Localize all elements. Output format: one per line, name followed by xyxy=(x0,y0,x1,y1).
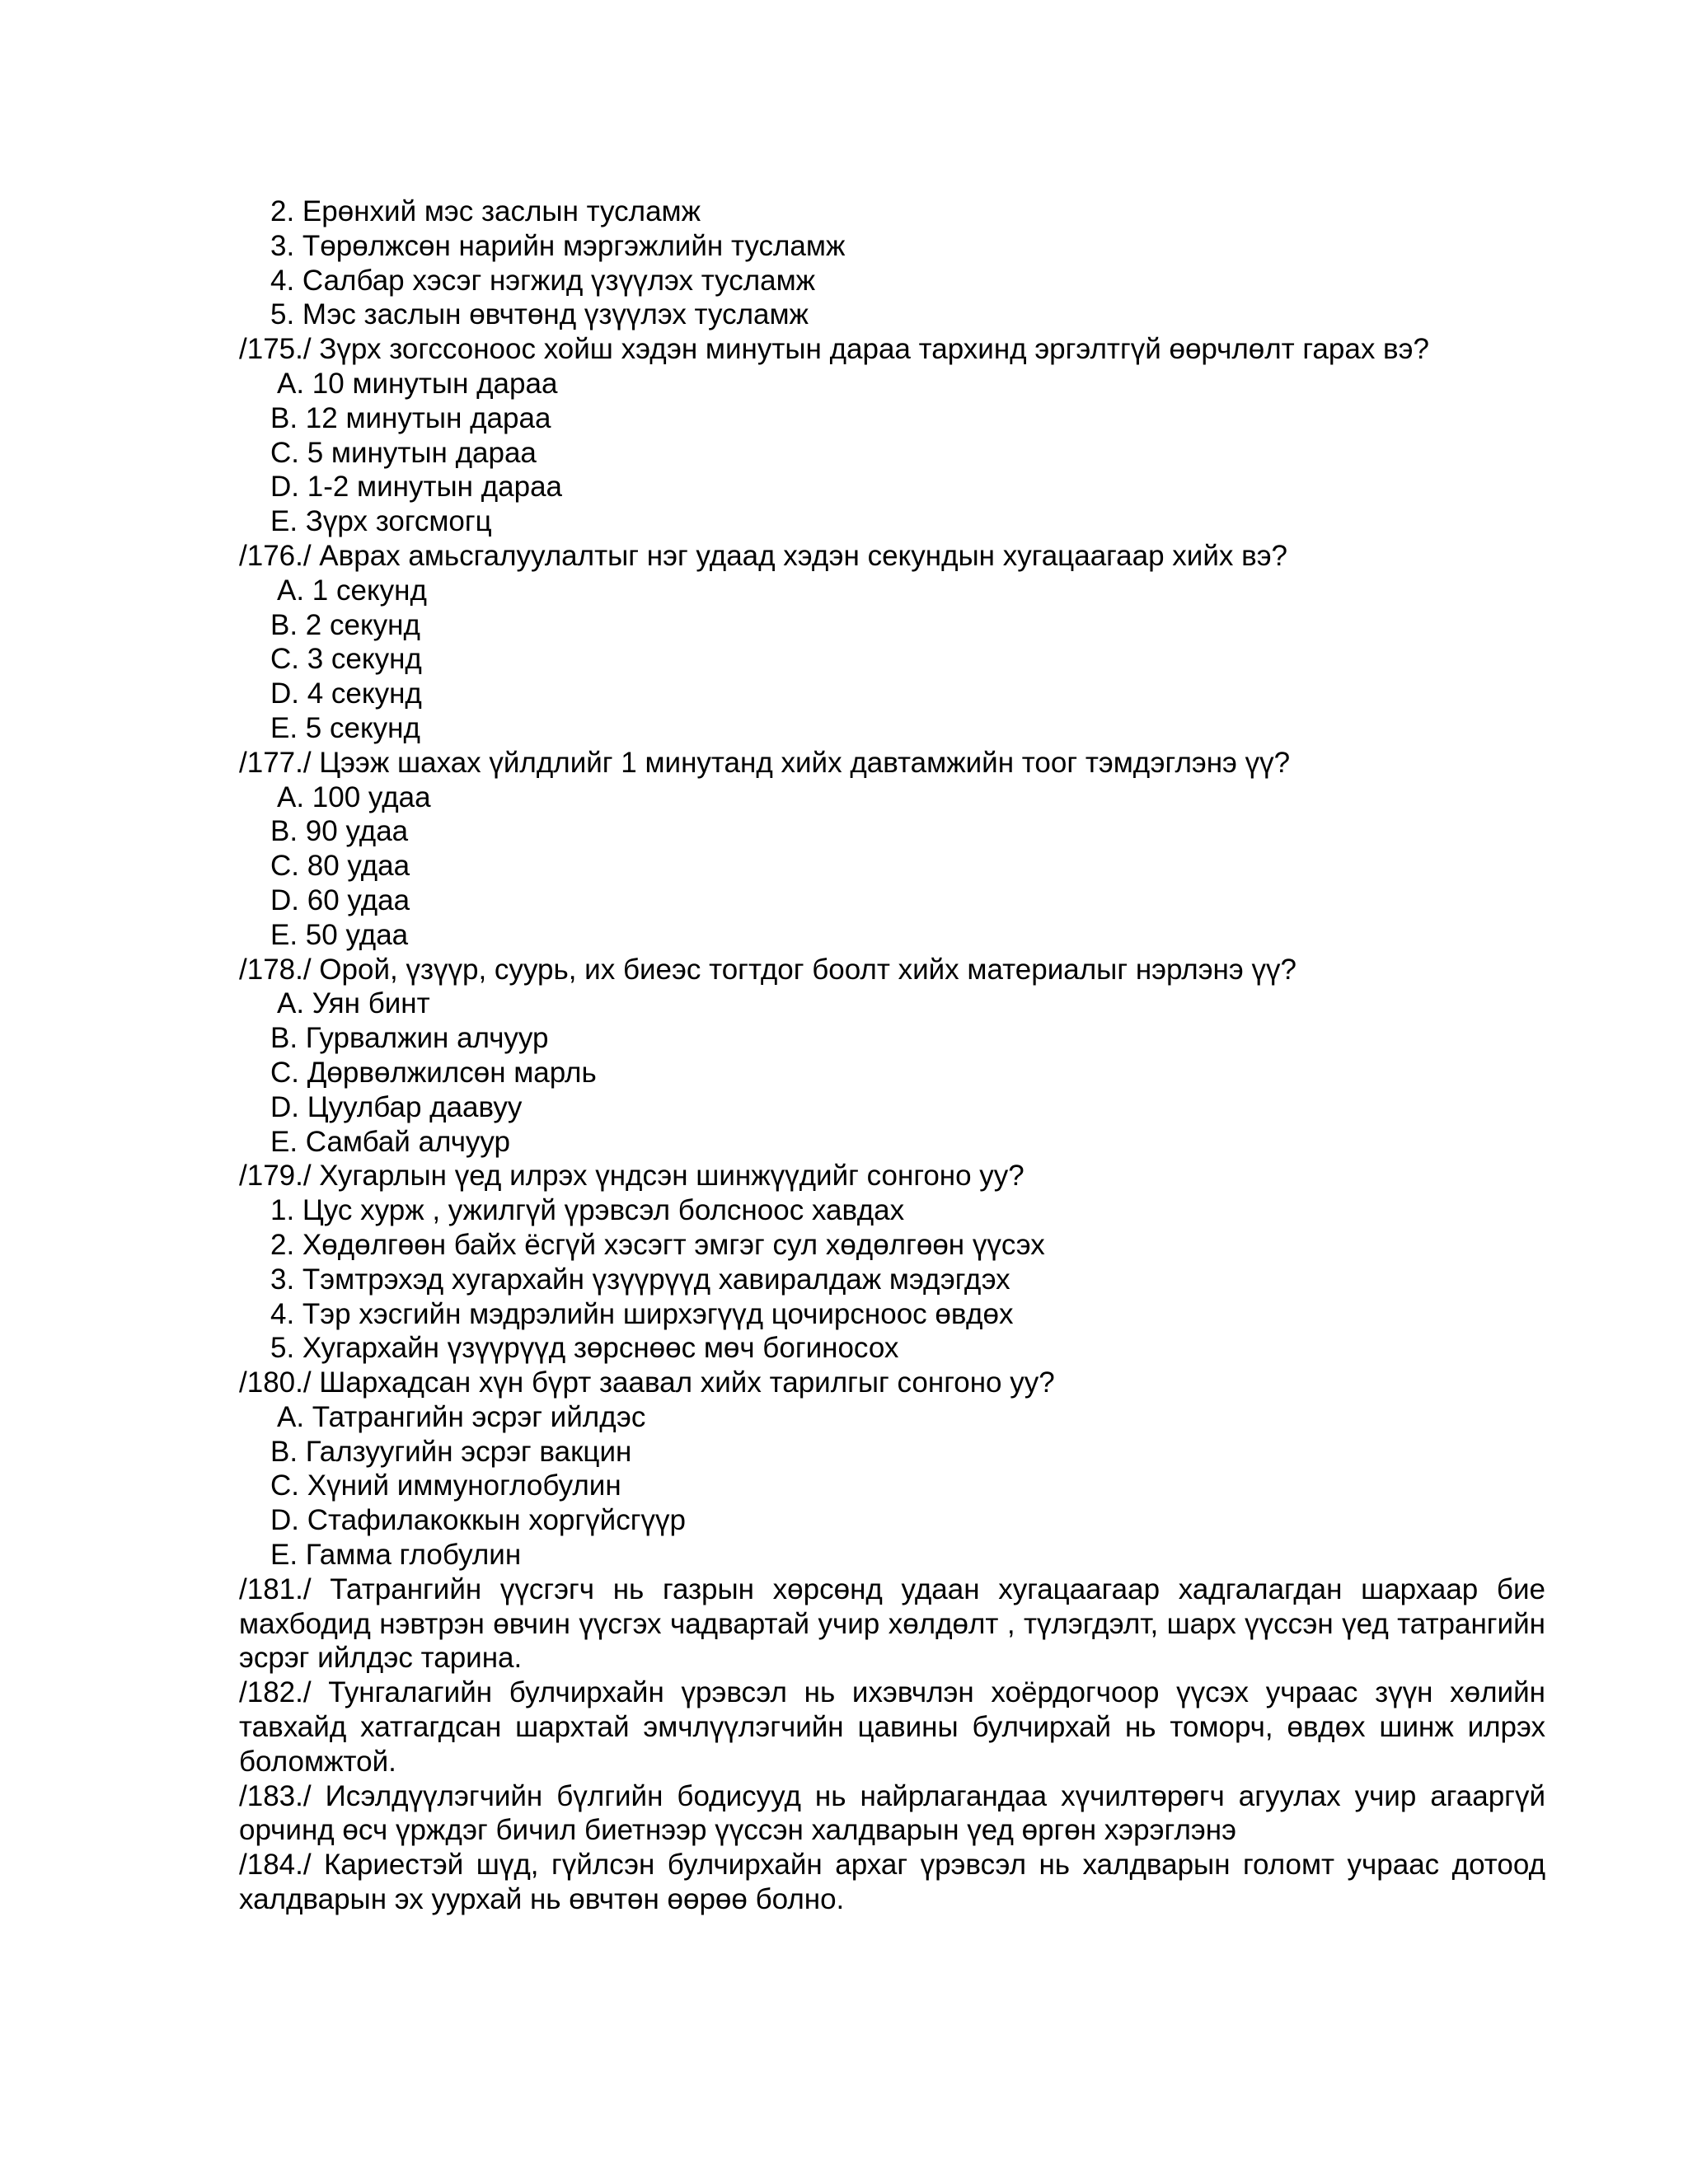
answer-option: E. Зүрх зогсмогц xyxy=(270,505,492,538)
answer-option: 5. Хугархайн үзүүрүүд зөрснөөс мөч богиносох xyxy=(270,1332,899,1365)
answer-option: C. Хүний иммуноглобулин xyxy=(270,1469,621,1502)
answer-option: A. 100 удаа xyxy=(277,780,431,813)
answer-option: C. 80 удаа xyxy=(270,850,410,883)
question-179: /179./ Хугарлын үед илрэх үндсэн шинжүүдийг сонгоно уу? xyxy=(239,1160,1025,1193)
question-177: /177./ Цээж шахах үйлдлийг 1 минутанд хийх давтамжийн тоог тэмдэглэнэ үү? xyxy=(239,746,1291,779)
answer-option: 3. Төрөлжсөн нарийн мэргэжлийн тусламж xyxy=(270,229,846,262)
answer-option: 3. Тэмтрэхэд хугархайн үзүүрүүд хавиралдаж мэдэгдэх xyxy=(270,1263,1010,1296)
question-180: /180./ Шархадсан хүн бүрт заавал хийх тарилгыг сонгоно уу? xyxy=(239,1366,1055,1399)
answer-option: B. 90 удаа xyxy=(270,815,409,848)
answer-option: 1. Цус хурж , ужилгүй үрэвсэл болсноос хавдах xyxy=(270,1194,905,1227)
statement-184: /184./ Кариестэй шүд, гүйлсэн булчирхайн архаг үрэвсэл нь халдварын голомт учраас дотоод халдварын эх уурхай нь өвчтөн өөрөө болно. xyxy=(239,1849,1545,1916)
question-176: /176./ Аврах амьсгалуулалтыг нэг удаад хэдэн секундын хугацаагаар хийх вэ? xyxy=(239,539,1288,572)
question-175: /175./ Зүрх зогссоноос хойш хэдэн минутын дараа тархинд эргэлтгүй өөрчлөлт гарах вэ? xyxy=(239,333,1429,366)
answer-option: C. 5 минутын дараа xyxy=(270,436,537,469)
answer-option: D. 1-2 минутын дараа xyxy=(270,471,562,504)
answer-option: A. 1 секунд xyxy=(277,574,427,607)
answer-option: 4. Салбар хэсэг нэгжид үзүүлэх тусламж xyxy=(270,264,816,297)
answer-option: D. 4 секунд xyxy=(270,677,422,710)
answer-option: A. Татрангийн эсрэг ийлдэс xyxy=(277,1400,646,1433)
answer-option: E. 50 удаа xyxy=(270,918,409,951)
answer-option: 4. Тэр хэсгийн мэдрэлийн ширхэгүүд цочирсноос өвдөх xyxy=(270,1297,1014,1330)
answer-option: 2. Хөдөлгөөн байх ёсгүй хэсэгт эмгэг сул хөдөлгөөн үүсэх xyxy=(270,1228,1045,1261)
answer-option: A. 10 минутын дараа xyxy=(277,367,558,400)
answer-option: C. Дөрвөлжилсөн марль xyxy=(270,1056,597,1089)
answer-option: D. 60 удаа xyxy=(270,883,410,916)
answer-option: C. 3 секунд xyxy=(270,643,422,676)
answer-option: E. Гамма глобулин xyxy=(270,1539,522,1572)
statement-181: /181./ Татрангийн үүсгэгч нь газрын хөрсөнд удаан хугацаагаар хадгалагдан шархаар бие махбодид нэвтрэн өвчин үүсгэх чадвартай учир хөлдөлт , түлэгдэлт, шарх үүссэн үед татрангийн эсрэг ийлдэс тарина. xyxy=(239,1572,1545,1675)
statement-182: /182./ Тунгалагийн булчирхайн үрэвсэл нь ихэвчлэн хоёрдогчоор үүсэх учраас зүүн хөлийн тавхайд хатгагдсан шархтай эмчлүүлэгчийн цавины булчирхай нь томорч, өвдөх шинж илрэх боломжтой. xyxy=(239,1676,1545,1778)
answer-option: D. Цуулбар даавуу xyxy=(270,1090,523,1123)
test-questions-content xyxy=(239,194,1545,1917)
answer-option: 2. Ерөнхий мэс заслын тусламж xyxy=(270,195,701,227)
answer-option: E. Самбай алчуур xyxy=(270,1125,511,1158)
statement-183: /183./ Исэлдүүлэгчийн бүлгийн бодисууд нь найрлагандаа хүчилтөрөгч агуулах учир агааргүй орчинд өсч үрждэг бичил биетнээр үүссэн халдварын үед өргөн хэрэглэнэ xyxy=(239,1779,1545,1847)
question-178: /178./ Орой, үзүүр, суурь, их биеэс тогтдог боолт хийх материалыг нэрлэнэ үү? xyxy=(239,953,1296,986)
answer-option: B. 2 секунд xyxy=(270,608,420,641)
answer-option: 5. Мэс заслын өвчтөнд үзүүлэх тусламж xyxy=(270,298,809,331)
answer-option: B. 12 минутын дараа xyxy=(270,401,551,434)
answer-option: B. Гурвалжин алчуур xyxy=(270,1022,549,1055)
answer-option: A. Уян бинт xyxy=(277,987,430,1020)
answer-option: B. Галзуугийн эсрэг вакцин xyxy=(270,1435,632,1468)
answer-option: E. 5 секунд xyxy=(270,711,420,744)
answer-option: D. Стафилакоккын хоргүйсгүүр xyxy=(270,1504,686,1537)
